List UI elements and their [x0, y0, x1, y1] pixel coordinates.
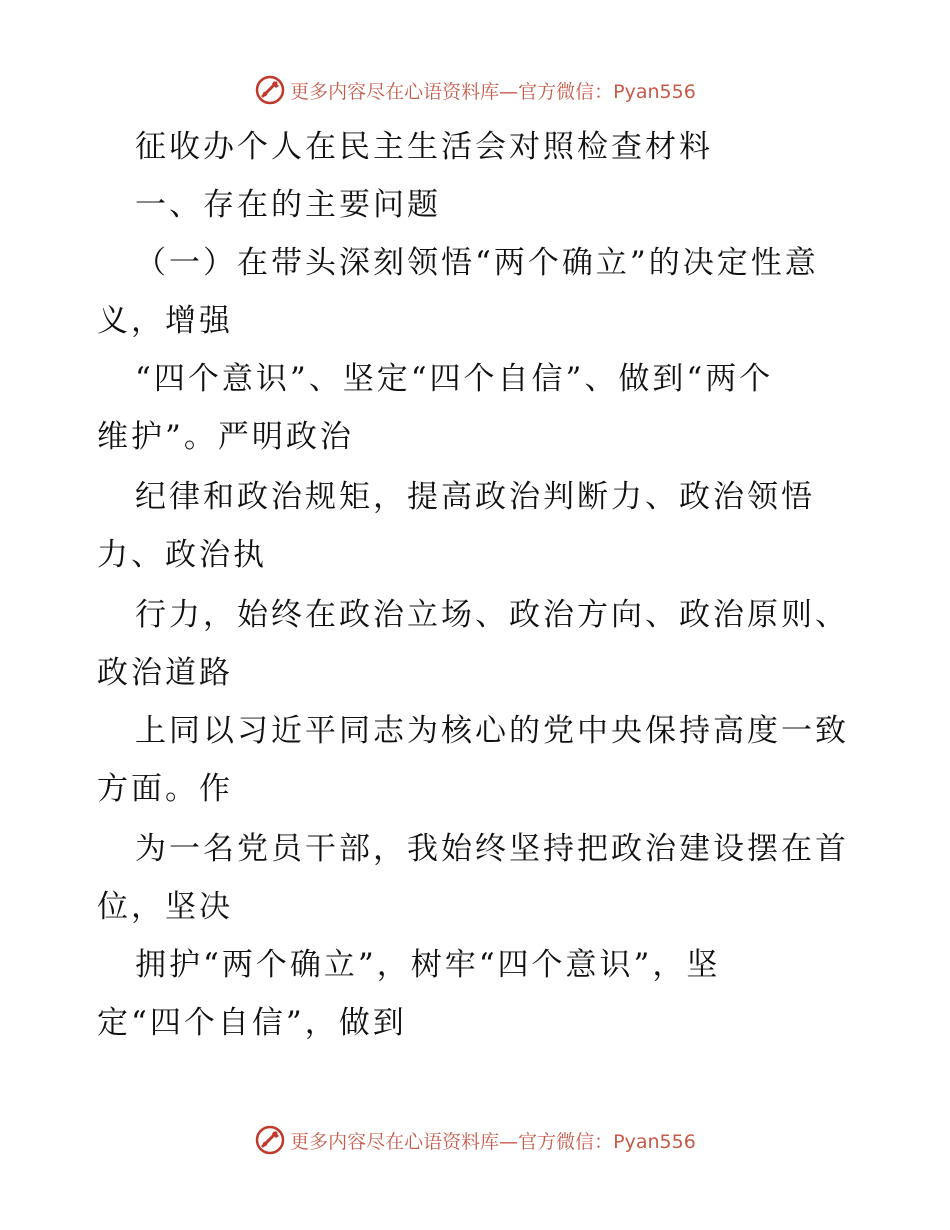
body-line: 定“四个自信”，做到 — [97, 1005, 407, 1041]
body-line: 方面。作 — [97, 771, 233, 807]
body-line: 维护”。严明政治 — [97, 419, 354, 455]
seal-logo-icon — [254, 1124, 286, 1156]
watermark-text: 更多内容尽在心语资料库—官方微信：Pyan556 — [290, 1130, 696, 1153]
body-line: 政治道路 — [97, 655, 233, 691]
watermark-text: 更多内容尽在心语资料库—官方微信：Pyan556 — [290, 80, 696, 103]
seal-logo-icon — [254, 74, 286, 106]
section-heading: 一、存在的主要问题 — [135, 187, 441, 223]
body-line: 义，增强 — [97, 303, 233, 339]
body-line: 行力，始终在政治立场、政治方向、政治原则、 — [135, 597, 849, 633]
footer-watermark — [0, 1122, 950, 1158]
body-line: 为一名党员干部，我始终坚持把政治建设摆在首 — [135, 831, 849, 867]
document-title: 征收办个人在民主生活会对照检查材料 — [135, 129, 713, 165]
header-watermark — [0, 72, 950, 108]
body-line: 力、政治执 — [97, 537, 267, 573]
body-line: 上同以习近平同志为核心的党中央保持高度一致 — [135, 713, 849, 749]
body-line: （一）在带头深刻领悟“两个确立”的决定性意 — [135, 245, 819, 281]
body-line: 拥护“两个确立”，树牢“四个意识”，坚 — [135, 947, 721, 983]
body-line: 位，坚决 — [97, 889, 233, 925]
body-line: 纪律和政治规矩，提高政治判断力、政治领悟 — [135, 479, 815, 515]
body-line: “四个意识”、坚定“四个自信”、做到“两个 — [135, 361, 774, 397]
